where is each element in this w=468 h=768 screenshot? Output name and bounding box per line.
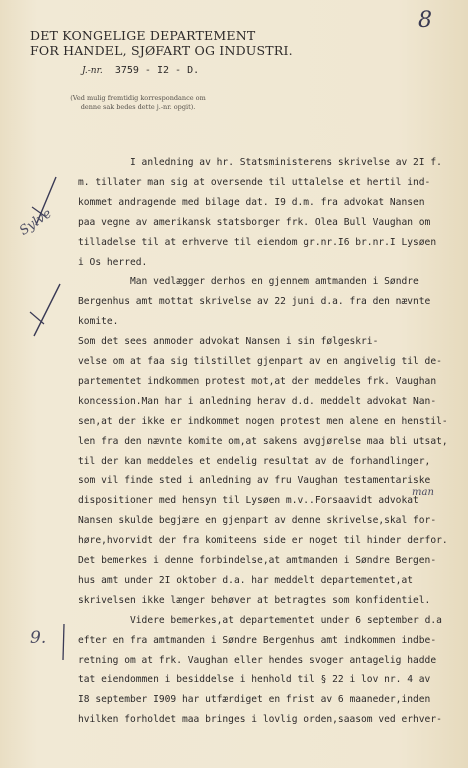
body-line: koncession.Man har i anledning herav d.d. meddelt advokat Nan- bbox=[78, 395, 437, 407]
correspondence-note-line-2: denne sak bedes dette j.-nr. opgit). bbox=[80, 103, 196, 111]
body-line: Videre bemerkes,at departementet under 6 september d.a bbox=[130, 614, 442, 626]
margin-signature: Sylve bbox=[16, 206, 55, 239]
body-line: I anledning av hr. Statsministerens skrivelse av 2I f. bbox=[130, 157, 442, 168]
body-line: partementet indkommen protest mot,at der meddeles frk. Vaughan bbox=[78, 375, 437, 387]
body-line: paa vegne av amerikansk statsborger frk. Olea Bull Vaughan om bbox=[78, 216, 431, 228]
body-line: kommet andragende med bilage dat. I9 d.m. fra advokat Nansen bbox=[78, 196, 425, 208]
letterhead-line-2: FOR HANDEL, SJØFART OG INDUSTRI. bbox=[30, 43, 293, 58]
body-line: velse om at faa sig tilstillet gjenpart av en angivelig til de- bbox=[78, 356, 442, 367]
body-line: hvilken forholdet maa bringes i lovlig orden,saasom ved erhver- bbox=[78, 714, 442, 726]
body-line: som vil finde sted i anledning av fru Vaughan testamentariske bbox=[78, 475, 431, 487]
body-line: efter en fra amtmanden i Søndre Bergenhus amt indkommen indbe- bbox=[78, 634, 437, 646]
body-line: skrivelsen ikke længer behøver at betragtes som konfidentiel. bbox=[78, 594, 431, 606]
body-line: Det bemerkes i denne forbindelse,at amtmanden i Søndre Bergen- bbox=[78, 555, 437, 566]
body-line: Som det sees anmoder advokat Nansen i sin følgeskri- bbox=[78, 336, 379, 348]
body-line: tilladelse til at erhverve til eiendom gr.nr.I6 br.nr.I Lysøen bbox=[78, 236, 437, 248]
body-line: komite. bbox=[78, 316, 119, 328]
body-line: Man vedlægger derhos en gjennem amtmanden i Søndre bbox=[130, 276, 419, 288]
correspondence-note-line-1: (Ved mulig fremtidig korrespondance om bbox=[70, 94, 206, 102]
body-line: sen,at der ikke er indkommet nogen protest men alene en henstil- bbox=[78, 415, 448, 427]
journal-number bbox=[82, 65, 199, 76]
inserted-word: man bbox=[412, 487, 434, 498]
body-line: hus amt under 2I oktober d.a. har meddelt departementet,at bbox=[78, 574, 414, 586]
bottom-margin-mark: 9. bbox=[30, 628, 47, 648]
letterhead-line-1: DET KONGELIGE DEPARTEMENT bbox=[30, 28, 256, 43]
correspondence-note bbox=[58, 94, 218, 112]
body-line: Nansen skulde begjære en gjenpart av denne skrivelse,skal for- bbox=[78, 515, 437, 527]
body-line: til der kan meddeles et endelig resultat av de forhandlinger, bbox=[78, 455, 431, 467]
body-line: m. tillater man sig at oversende til uttalelse et hertil ind- bbox=[78, 176, 431, 188]
body-line: dispositioner med hensyn til Lysøen m.v..Forsaavidt advokat bbox=[78, 495, 419, 507]
body-line: len fra den nævnte komite om,at sakens avgjørelse maa bli utsat, bbox=[78, 435, 448, 447]
body-line: tat eiendommen i besiddelse i henhold til § 22 i lov nr. 4 av bbox=[78, 674, 431, 686]
body-line: I8 september I909 har utfærdiget en frist av 6 maaneder,inden bbox=[78, 694, 431, 706]
page-number: 8 bbox=[418, 8, 432, 33]
body-line: høre,hvorvidt der fra komiteens side er noget til hinder derfor. bbox=[78, 535, 448, 547]
margin-stroke bbox=[58, 622, 70, 662]
journal-number-value: 3759 - I2 - D. bbox=[114, 65, 200, 76]
journal-number-label: J.-nr. bbox=[82, 66, 103, 76]
body-line: Bergenhus amt mottat skrivelse av 22 juni d.a. fra den nævnte bbox=[78, 296, 431, 308]
body-line: retning om at frk. Vaughan eller hendes svoger antagelig hadde bbox=[78, 654, 437, 666]
check-mark-2 bbox=[26, 282, 66, 340]
body-line: i Os herred. bbox=[78, 256, 148, 268]
